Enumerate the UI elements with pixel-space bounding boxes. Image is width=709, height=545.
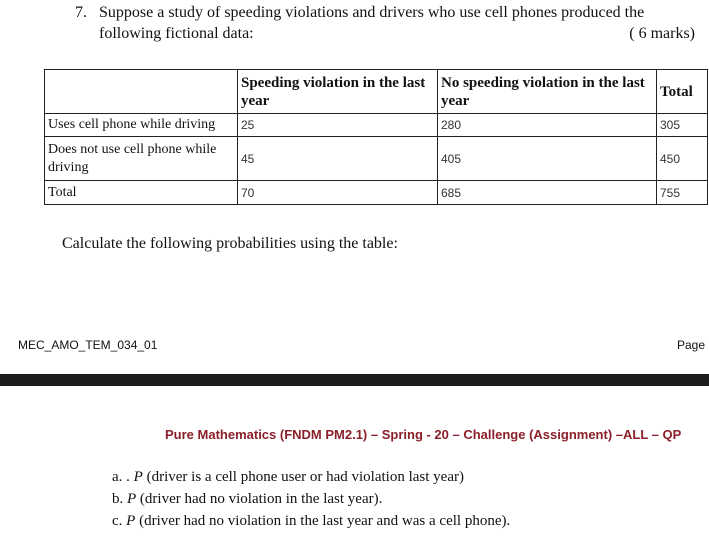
header-cell-empty [45, 70, 238, 114]
cell-value: 405 [438, 137, 657, 181]
part-text: (driver is a cell phone user or had violation last year) [146, 469, 464, 485]
header-speeding: Speeding violation in the last year [238, 70, 438, 114]
marks-label: ( 6 marks) [629, 25, 695, 42]
cell-value: 305 [657, 114, 708, 137]
header-total: Total [657, 70, 708, 114]
instruction-text: Calculate the following probabilities using the table: [62, 235, 398, 252]
cell-value: 45 [238, 137, 438, 181]
question-text-line2: following fictional data: [99, 25, 254, 42]
footer-code: MEC_AMO_TEM_034_01 [18, 338, 158, 352]
row-label: Total [45, 181, 238, 205]
data-table [44, 69, 708, 205]
table-header-row [45, 70, 708, 114]
course-header: Pure Mathematics (FNDM PM2.1) – Spring - 20 – Challenge (Assignment) –ALL – QP [165, 427, 682, 442]
part-item [112, 488, 510, 510]
part-text: (driver had no violation in the last year and was a cell phone). [139, 513, 511, 529]
cell-value: 450 [657, 137, 708, 181]
cell-value: 280 [438, 114, 657, 137]
page-divider [0, 374, 709, 386]
cell-value: 755 [657, 181, 708, 205]
table-row [45, 181, 708, 205]
footer-page: Page [676, 338, 705, 352]
part-text: (driver had no violation in the last year). [139, 491, 383, 507]
row-label: Uses cell phone while driving [45, 114, 238, 137]
cell-value: 685 [438, 181, 657, 205]
table-row [45, 137, 708, 181]
part-variable: P [133, 469, 143, 485]
part-variable: P [126, 513, 136, 529]
part-prefix: c. [112, 513, 123, 529]
question-parts [112, 466, 510, 532]
question-text-line1: Suppose a study of speeding violations and drivers who use cell phones produced the [99, 4, 645, 21]
part-item [112, 466, 510, 488]
header-no-speeding: No speeding violation in the last year [438, 70, 657, 114]
part-prefix: b. [112, 491, 124, 507]
cell-value: 25 [238, 114, 438, 137]
cell-value: 70 [238, 181, 438, 205]
table-row [45, 114, 708, 137]
row-label: Does not use cell phone while driving [45, 137, 238, 181]
question-number: 7. [75, 4, 87, 21]
part-item [112, 510, 510, 532]
part-prefix: a. . [112, 469, 130, 485]
part-variable: P [127, 491, 137, 507]
